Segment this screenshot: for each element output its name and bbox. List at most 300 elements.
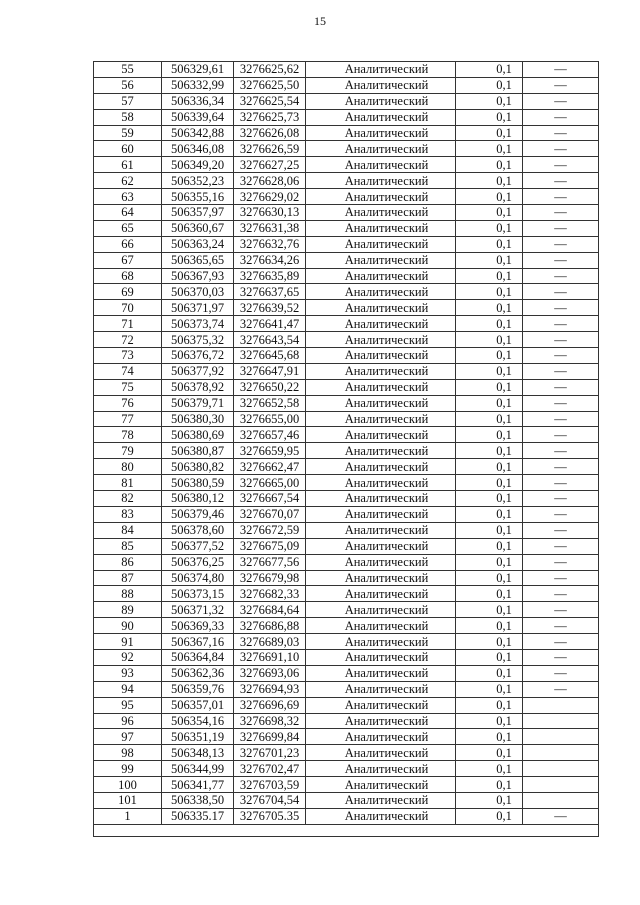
y-coordinate-cell: 3276641,47	[234, 316, 306, 332]
table-row	[94, 205, 599, 221]
point-number-cell: 99	[94, 761, 162, 777]
x-coordinate-cell: 506355,16	[162, 189, 234, 205]
y-coordinate-cell: 3276679,98	[234, 570, 306, 586]
method-cell: Аналитический	[306, 348, 456, 364]
coordinates-table	[93, 61, 599, 837]
accuracy-cell: 0,1	[456, 379, 523, 395]
note-cell: —	[523, 491, 599, 507]
x-coordinate-cell: 506380,69	[162, 427, 234, 443]
method-cell: Аналитический	[306, 792, 456, 808]
y-coordinate-cell: 3276632,76	[234, 236, 306, 252]
method-cell: Аналитический	[306, 506, 456, 522]
x-coordinate-cell: 506367,16	[162, 634, 234, 650]
table-row	[94, 363, 599, 379]
x-coordinate-cell: 506371,32	[162, 602, 234, 618]
method-cell: Аналитический	[306, 570, 456, 586]
y-coordinate-cell: 3276628,06	[234, 173, 306, 189]
accuracy-cell: 0,1	[456, 189, 523, 205]
note-cell: —	[523, 379, 599, 395]
method-cell: Аналитический	[306, 77, 456, 93]
page-number: 15	[314, 14, 326, 28]
method-cell: Аналитический	[306, 538, 456, 554]
table-row	[94, 634, 599, 650]
point-number-cell: 85	[94, 538, 162, 554]
method-cell: Аналитический	[306, 522, 456, 538]
empty-cell	[94, 824, 599, 836]
y-coordinate-cell: 3276643,54	[234, 332, 306, 348]
table-row	[94, 109, 599, 125]
table-row	[94, 586, 599, 602]
point-number-cell: 64	[94, 205, 162, 221]
accuracy-cell: 0,1	[456, 792, 523, 808]
x-coordinate-cell: 506342,88	[162, 125, 234, 141]
note-cell: —	[523, 300, 599, 316]
point-number-cell: 92	[94, 649, 162, 665]
y-coordinate-cell: 3276686,88	[234, 618, 306, 634]
note-cell: —	[523, 427, 599, 443]
x-coordinate-cell: 506364,84	[162, 649, 234, 665]
note-cell	[523, 697, 599, 713]
point-number-cell: 57	[94, 93, 162, 109]
y-coordinate-cell: 3276637,65	[234, 284, 306, 300]
point-number-cell: 61	[94, 157, 162, 173]
accuracy-cell: 0,1	[456, 808, 523, 824]
point-number-cell: 88	[94, 586, 162, 602]
x-coordinate-cell: 506380,82	[162, 459, 234, 475]
accuracy-cell: 0,1	[456, 141, 523, 157]
point-number-cell: 97	[94, 729, 162, 745]
x-coordinate-cell: 506375,32	[162, 332, 234, 348]
accuracy-cell: 0,1	[456, 665, 523, 681]
table-row	[94, 220, 599, 236]
point-number-cell: 74	[94, 363, 162, 379]
x-coordinate-cell: 506378,60	[162, 522, 234, 538]
point-number-cell: 81	[94, 475, 162, 491]
note-cell: —	[523, 586, 599, 602]
point-number-cell: 71	[94, 316, 162, 332]
table-row	[94, 77, 599, 93]
note-cell: —	[523, 395, 599, 411]
note-cell: —	[523, 649, 599, 665]
note-cell	[523, 761, 599, 777]
y-coordinate-cell: 3276672,59	[234, 522, 306, 538]
note-cell: —	[523, 522, 599, 538]
note-cell: —	[523, 236, 599, 252]
x-coordinate-cell: 506380,12	[162, 491, 234, 507]
point-number-cell: 65	[94, 220, 162, 236]
table-row	[94, 379, 599, 395]
table-row	[94, 808, 599, 824]
method-cell: Аналитический	[306, 618, 456, 634]
y-coordinate-cell: 3276626,08	[234, 125, 306, 141]
table-row	[94, 665, 599, 681]
table-row	[94, 475, 599, 491]
accuracy-cell: 0,1	[456, 475, 523, 491]
note-cell: —	[523, 332, 599, 348]
method-cell: Аналитический	[306, 713, 456, 729]
point-number-cell: 86	[94, 554, 162, 570]
method-cell: Аналитический	[306, 634, 456, 650]
accuracy-cell: 0,1	[456, 300, 523, 316]
method-cell: Аналитический	[306, 205, 456, 221]
y-coordinate-cell: 3276670,07	[234, 506, 306, 522]
x-coordinate-cell: 506369,33	[162, 618, 234, 634]
y-coordinate-cell: 3276625,62	[234, 62, 306, 78]
accuracy-cell: 0,1	[456, 538, 523, 554]
note-cell: —	[523, 252, 599, 268]
accuracy-cell: 0,1	[456, 459, 523, 475]
point-number-cell: 101	[94, 792, 162, 808]
y-coordinate-cell: 3276698,32	[234, 713, 306, 729]
accuracy-cell: 0,1	[456, 745, 523, 761]
method-cell: Аналитический	[306, 427, 456, 443]
note-cell: —	[523, 618, 599, 634]
note-cell: —	[523, 284, 599, 300]
point-number-cell: 68	[94, 268, 162, 284]
point-number-cell: 62	[94, 173, 162, 189]
y-coordinate-cell: 3276677,56	[234, 554, 306, 570]
method-cell: Аналитический	[306, 220, 456, 236]
method-cell: Аналитический	[306, 586, 456, 602]
y-coordinate-cell: 3276625,73	[234, 109, 306, 125]
note-cell: —	[523, 220, 599, 236]
x-coordinate-cell: 506352,23	[162, 173, 234, 189]
accuracy-cell: 0,1	[456, 491, 523, 507]
x-coordinate-cell: 506339,64	[162, 109, 234, 125]
note-cell: —	[523, 665, 599, 681]
accuracy-cell: 0,1	[456, 173, 523, 189]
table-row	[94, 332, 599, 348]
method-cell: Аналитический	[306, 157, 456, 173]
note-cell: —	[523, 348, 599, 364]
accuracy-cell: 0,1	[456, 649, 523, 665]
x-coordinate-cell: 506376,72	[162, 348, 234, 364]
point-number-cell: 95	[94, 697, 162, 713]
y-coordinate-cell: 3276694,93	[234, 681, 306, 697]
method-cell: Аналитический	[306, 697, 456, 713]
note-cell: —	[523, 570, 599, 586]
x-coordinate-cell: 506332,99	[162, 77, 234, 93]
accuracy-cell: 0,1	[456, 634, 523, 650]
x-coordinate-cell: 506338,50	[162, 792, 234, 808]
y-coordinate-cell: 3276635,89	[234, 268, 306, 284]
table-row	[94, 411, 599, 427]
method-cell: Аналитический	[306, 777, 456, 793]
x-coordinate-cell: 506374,80	[162, 570, 234, 586]
table-row	[94, 141, 599, 157]
method-cell: Аналитический	[306, 491, 456, 507]
table-row	[94, 443, 599, 459]
y-coordinate-cell: 3276625,50	[234, 77, 306, 93]
point-number-cell: 55	[94, 62, 162, 78]
table-row	[94, 284, 599, 300]
table-row	[94, 93, 599, 109]
point-number-cell: 72	[94, 332, 162, 348]
method-cell: Аналитический	[306, 761, 456, 777]
accuracy-cell: 0,1	[456, 411, 523, 427]
x-coordinate-cell: 506367,93	[162, 268, 234, 284]
table-row	[94, 300, 599, 316]
method-cell: Аналитический	[306, 665, 456, 681]
table-row	[94, 681, 599, 697]
point-number-cell: 98	[94, 745, 162, 761]
point-number-cell: 69	[94, 284, 162, 300]
x-coordinate-cell: 506365,65	[162, 252, 234, 268]
method-cell: Аналитический	[306, 93, 456, 109]
method-cell: Аналитический	[306, 808, 456, 824]
x-coordinate-cell: 506380,59	[162, 475, 234, 491]
method-cell: Аналитический	[306, 602, 456, 618]
accuracy-cell: 0,1	[456, 125, 523, 141]
accuracy-cell: 0,1	[456, 443, 523, 459]
point-number-cell: 90	[94, 618, 162, 634]
x-coordinate-cell: 506346,08	[162, 141, 234, 157]
table-row	[94, 395, 599, 411]
point-number-cell: 80	[94, 459, 162, 475]
accuracy-cell: 0,1	[456, 109, 523, 125]
accuracy-cell: 0,1	[456, 681, 523, 697]
method-cell: Аналитический	[306, 411, 456, 427]
point-number-cell: 89	[94, 602, 162, 618]
accuracy-cell: 0,1	[456, 427, 523, 443]
table-row	[94, 522, 599, 538]
note-cell: —	[523, 189, 599, 205]
table-row	[94, 459, 599, 475]
accuracy-cell: 0,1	[456, 697, 523, 713]
table-row	[94, 236, 599, 252]
method-cell: Аналитический	[306, 332, 456, 348]
point-number-cell: 79	[94, 443, 162, 459]
y-coordinate-cell: 3276667,54	[234, 491, 306, 507]
table-row	[94, 602, 599, 618]
method-cell: Аналитический	[306, 300, 456, 316]
method-cell: Аналитический	[306, 363, 456, 379]
x-coordinate-cell: 506380,87	[162, 443, 234, 459]
note-cell	[523, 729, 599, 745]
table-row	[94, 618, 599, 634]
y-coordinate-cell: 3276703,59	[234, 777, 306, 793]
method-cell: Аналитический	[306, 443, 456, 459]
table-row	[94, 649, 599, 665]
accuracy-cell: 0,1	[456, 205, 523, 221]
accuracy-cell: 0,1	[456, 62, 523, 78]
table-row	[94, 316, 599, 332]
y-coordinate-cell: 3276650,22	[234, 379, 306, 395]
point-number-cell: 63	[94, 189, 162, 205]
x-coordinate-cell: 506349,20	[162, 157, 234, 173]
table-row	[94, 491, 599, 507]
method-cell: Аналитический	[306, 459, 456, 475]
method-cell: Аналитический	[306, 173, 456, 189]
note-cell: —	[523, 93, 599, 109]
y-coordinate-cell: 3276657,46	[234, 427, 306, 443]
y-coordinate-cell: 3276665,00	[234, 475, 306, 491]
x-coordinate-cell: 506378,92	[162, 379, 234, 395]
y-coordinate-cell: 3276631,38	[234, 220, 306, 236]
accuracy-cell: 0,1	[456, 77, 523, 93]
point-number-cell: 60	[94, 141, 162, 157]
y-coordinate-cell: 3276693,06	[234, 665, 306, 681]
method-cell: Аналитический	[306, 236, 456, 252]
point-number-cell: 58	[94, 109, 162, 125]
table-row	[94, 252, 599, 268]
accuracy-cell: 0,1	[456, 332, 523, 348]
table-row	[94, 157, 599, 173]
note-cell: —	[523, 316, 599, 332]
x-coordinate-cell: 506351,19	[162, 729, 234, 745]
point-number-cell: 83	[94, 506, 162, 522]
y-coordinate-cell: 3276630,13	[234, 205, 306, 221]
method-cell: Аналитический	[306, 141, 456, 157]
point-number-cell: 70	[94, 300, 162, 316]
y-coordinate-cell: 3276652,58	[234, 395, 306, 411]
accuracy-cell: 0,1	[456, 316, 523, 332]
x-coordinate-cell: 506354,16	[162, 713, 234, 729]
y-coordinate-cell: 3276704,54	[234, 792, 306, 808]
accuracy-cell: 0,1	[456, 157, 523, 173]
y-coordinate-cell: 3276682,33	[234, 586, 306, 602]
x-coordinate-cell: 506363,24	[162, 236, 234, 252]
y-coordinate-cell: 3276701,23	[234, 745, 306, 761]
y-coordinate-cell: 3276691,10	[234, 649, 306, 665]
method-cell: Аналитический	[306, 475, 456, 491]
point-number-cell: 84	[94, 522, 162, 538]
accuracy-cell: 0,1	[456, 570, 523, 586]
table-row	[94, 697, 599, 713]
accuracy-cell: 0,1	[456, 602, 523, 618]
y-coordinate-cell: 3276634,26	[234, 252, 306, 268]
method-cell: Аналитический	[306, 125, 456, 141]
note-cell: —	[523, 808, 599, 824]
table-row	[94, 189, 599, 205]
accuracy-cell: 0,1	[456, 252, 523, 268]
table-row	[94, 268, 599, 284]
y-coordinate-cell: 3276689,03	[234, 634, 306, 650]
point-number-cell: 100	[94, 777, 162, 793]
x-coordinate-cell: 506360,67	[162, 220, 234, 236]
x-coordinate-cell: 506359,76	[162, 681, 234, 697]
note-cell: —	[523, 411, 599, 427]
note-cell: —	[523, 268, 599, 284]
method-cell: Аналитический	[306, 109, 456, 125]
note-cell: —	[523, 459, 599, 475]
y-coordinate-cell: 3276659,95	[234, 443, 306, 459]
table-row	[94, 777, 599, 793]
note-cell: —	[523, 475, 599, 491]
accuracy-cell: 0,1	[456, 777, 523, 793]
x-coordinate-cell: 506380,30	[162, 411, 234, 427]
table-empty-row	[94, 824, 599, 836]
point-number-cell: 94	[94, 681, 162, 697]
x-coordinate-cell: 506348,13	[162, 745, 234, 761]
x-coordinate-cell: 506357,01	[162, 697, 234, 713]
point-number-cell: 82	[94, 491, 162, 507]
note-cell	[523, 713, 599, 729]
y-coordinate-cell: 3276699,84	[234, 729, 306, 745]
method-cell: Аналитический	[306, 554, 456, 570]
note-cell	[523, 777, 599, 793]
x-coordinate-cell: 506357,97	[162, 205, 234, 221]
table-row	[94, 792, 599, 808]
method-cell: Аналитический	[306, 189, 456, 205]
note-cell: —	[523, 538, 599, 554]
x-coordinate-cell: 506373,15	[162, 586, 234, 602]
point-number-cell: 87	[94, 570, 162, 586]
y-coordinate-cell: 3276684,64	[234, 602, 306, 618]
table-row	[94, 713, 599, 729]
y-coordinate-cell: 3276662,47	[234, 459, 306, 475]
method-cell: Аналитический	[306, 316, 456, 332]
table-row	[94, 173, 599, 189]
x-coordinate-cell: 506373,74	[162, 316, 234, 332]
x-coordinate-cell: 506329,61	[162, 62, 234, 78]
note-cell: —	[523, 77, 599, 93]
accuracy-cell: 0,1	[456, 284, 523, 300]
table-row	[94, 570, 599, 586]
y-coordinate-cell: 3276626,59	[234, 141, 306, 157]
note-cell: —	[523, 443, 599, 459]
method-cell: Аналитический	[306, 268, 456, 284]
table-row	[94, 538, 599, 554]
note-cell: —	[523, 205, 599, 221]
x-coordinate-cell: 506336,34	[162, 93, 234, 109]
y-coordinate-cell: 3276702,47	[234, 761, 306, 777]
point-number-cell: 59	[94, 125, 162, 141]
point-number-cell: 78	[94, 427, 162, 443]
table-row	[94, 62, 599, 78]
note-cell: —	[523, 363, 599, 379]
accuracy-cell: 0,1	[456, 348, 523, 364]
note-cell: —	[523, 506, 599, 522]
method-cell: Аналитический	[306, 252, 456, 268]
point-number-cell: 77	[94, 411, 162, 427]
accuracy-cell: 0,1	[456, 268, 523, 284]
x-coordinate-cell: 506379,46	[162, 506, 234, 522]
note-cell: —	[523, 602, 599, 618]
accuracy-cell: 0,1	[456, 395, 523, 411]
y-coordinate-cell: 3276627,25	[234, 157, 306, 173]
accuracy-cell: 0,1	[456, 713, 523, 729]
point-number-cell: 91	[94, 634, 162, 650]
coordinates-table-body	[94, 62, 599, 837]
note-cell	[523, 745, 599, 761]
note-cell: —	[523, 141, 599, 157]
accuracy-cell: 0,1	[456, 729, 523, 745]
y-coordinate-cell: 3276647,91	[234, 363, 306, 379]
method-cell: Аналитический	[306, 681, 456, 697]
accuracy-cell: 0,1	[456, 586, 523, 602]
table-row	[94, 427, 599, 443]
accuracy-cell: 0,1	[456, 618, 523, 634]
accuracy-cell: 0,1	[456, 363, 523, 379]
y-coordinate-cell: 3276625,54	[234, 93, 306, 109]
point-number-cell: 96	[94, 713, 162, 729]
note-cell: —	[523, 109, 599, 125]
y-coordinate-cell: 3276675,09	[234, 538, 306, 554]
x-coordinate-cell: 506376,25	[162, 554, 234, 570]
table-row	[94, 506, 599, 522]
accuracy-cell: 0,1	[456, 506, 523, 522]
table-row	[94, 729, 599, 745]
x-coordinate-cell: 506341,77	[162, 777, 234, 793]
x-coordinate-cell: 506370,03	[162, 284, 234, 300]
table-row	[94, 554, 599, 570]
method-cell: Аналитический	[306, 729, 456, 745]
note-cell: —	[523, 62, 599, 78]
point-number-cell: 56	[94, 77, 162, 93]
x-coordinate-cell: 506362,36	[162, 665, 234, 681]
x-coordinate-cell: 506379,71	[162, 395, 234, 411]
